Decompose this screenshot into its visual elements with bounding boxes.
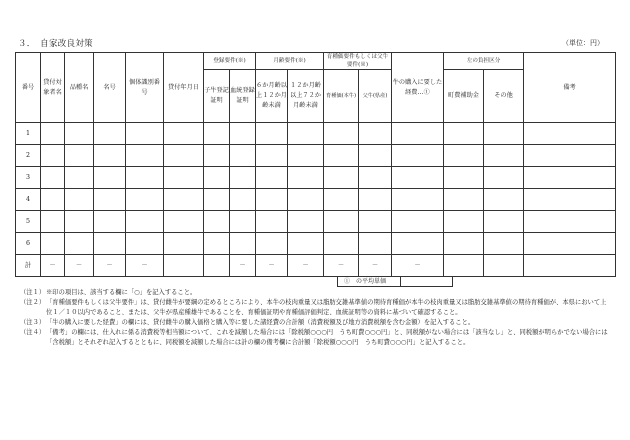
table-cell[interactable] xyxy=(256,167,288,189)
total-cell: － xyxy=(65,255,94,277)
total-cell: － xyxy=(256,255,288,277)
table-row xyxy=(16,189,616,211)
table-cell[interactable] xyxy=(359,211,392,233)
total-label: 計 xyxy=(16,255,41,277)
table-cell[interactable] xyxy=(41,211,65,233)
table-cell[interactable] xyxy=(324,233,359,255)
table-cell[interactable] xyxy=(484,167,524,189)
table-cell[interactable] xyxy=(65,211,94,233)
table-cell[interactable] xyxy=(288,189,324,211)
table-cell[interactable] xyxy=(256,211,288,233)
table-cell[interactable] xyxy=(204,123,230,145)
table-cell[interactable] xyxy=(164,145,204,167)
table-row xyxy=(16,145,616,167)
table-cell[interactable] xyxy=(359,145,392,167)
header-burden-group: 左の負担区分 xyxy=(444,53,524,70)
header-no: 番号 xyxy=(16,53,41,123)
total-cell: － xyxy=(230,255,256,277)
table-cell[interactable] xyxy=(324,145,359,167)
average-unit-price-box xyxy=(337,276,453,287)
table-cell[interactable] xyxy=(230,167,256,189)
table-cell[interactable] xyxy=(392,167,444,189)
table-cell[interactable] xyxy=(524,211,616,233)
table-cell[interactable] xyxy=(41,145,65,167)
note-label: （注４） xyxy=(20,329,46,336)
section-title: ３． 自家改良対策 xyxy=(18,39,93,49)
table-cell[interactable] xyxy=(359,167,392,189)
table-cell[interactable] xyxy=(484,145,524,167)
total-cell: － xyxy=(359,255,392,277)
header-loan-date: 貸付年月日 xyxy=(164,53,204,123)
total-cell: － xyxy=(392,255,444,277)
table-cell[interactable] xyxy=(288,233,324,255)
table-cell[interactable] xyxy=(256,233,288,255)
note-text: 「牛の購入に要した経費」の欄には、貸付雌牛の購入価格と購入等に要した諸経費の合計額（消費税額及び地方消費税額を含む金額）を記入すること。 xyxy=(46,319,475,326)
table-cell[interactable] xyxy=(484,211,524,233)
note-item xyxy=(20,318,610,328)
table-cell[interactable] xyxy=(94,123,126,145)
header-bull-value: 育種価(本牛) xyxy=(324,70,359,123)
table-cell[interactable] xyxy=(444,211,484,233)
table-row xyxy=(16,167,616,189)
table-cell[interactable] xyxy=(164,189,204,211)
table-cell[interactable] xyxy=(94,233,126,255)
header-registration-group: 登録要件(※) xyxy=(204,53,256,70)
table-cell[interactable] xyxy=(288,145,324,167)
table-cell[interactable] xyxy=(41,123,65,145)
unit-label: （単位：円） xyxy=(562,39,604,47)
note-item xyxy=(20,288,610,298)
notes xyxy=(20,288,610,348)
table-cell[interactable] xyxy=(94,211,126,233)
table-cell[interactable] xyxy=(484,189,524,211)
table-cell[interactable] xyxy=(524,167,616,189)
table-cell[interactable] xyxy=(444,167,484,189)
header-month-6: ６か月齢以上１２か月齢未満 xyxy=(256,70,288,123)
table-cell[interactable] xyxy=(126,233,164,255)
header-reg-calf: 子牛登記証明 xyxy=(204,70,230,123)
table-cell[interactable] xyxy=(392,189,444,211)
table-cell[interactable] xyxy=(126,167,164,189)
table-cell[interactable] xyxy=(94,189,126,211)
total-cell xyxy=(444,255,484,277)
header-id: 個体識別番号 xyxy=(126,53,164,123)
table-cell[interactable] xyxy=(392,233,444,255)
table-cell[interactable] xyxy=(94,167,126,189)
table-cell[interactable] xyxy=(204,189,230,211)
table-cell[interactable] xyxy=(359,189,392,211)
row-number: 6 xyxy=(16,233,41,255)
table-cell[interactable] xyxy=(484,233,524,255)
table-cell[interactable] xyxy=(359,123,392,145)
table-cell[interactable] xyxy=(164,211,204,233)
total-cell: － xyxy=(288,255,324,277)
table-row xyxy=(16,123,616,145)
header-breed: 品種名 xyxy=(65,53,94,123)
table-cell[interactable] xyxy=(324,189,359,211)
table-cell[interactable] xyxy=(392,211,444,233)
table-cell[interactable] xyxy=(41,189,65,211)
table-row xyxy=(16,233,616,255)
table-cell[interactable] xyxy=(359,233,392,255)
note-label: （注３） xyxy=(20,319,46,326)
table-cell[interactable] xyxy=(324,167,359,189)
table-cell[interactable] xyxy=(230,189,256,211)
note-item xyxy=(20,298,610,318)
row-number: 2 xyxy=(16,145,41,167)
header-owner: 貸付対象者名 xyxy=(41,53,65,123)
header-town-subsidy: 町費補助金 xyxy=(444,70,484,123)
total-cell xyxy=(484,255,524,277)
total-cell: － xyxy=(94,255,126,277)
table-row xyxy=(16,211,616,233)
table-cell[interactable] xyxy=(65,145,94,167)
records-table xyxy=(15,52,616,277)
table-cell[interactable] xyxy=(204,167,230,189)
table-cell[interactable] xyxy=(230,123,256,145)
table-cell[interactable] xyxy=(126,123,164,145)
table-cell[interactable] xyxy=(230,211,256,233)
total-cell xyxy=(204,255,230,277)
table-cell[interactable] xyxy=(444,123,484,145)
table-cell[interactable] xyxy=(65,167,94,189)
table-cell[interactable] xyxy=(256,123,288,145)
header-remarks: 備考 xyxy=(524,53,616,123)
table-cell[interactable] xyxy=(65,233,94,255)
table-cell[interactable] xyxy=(524,145,616,167)
row-number: 4 xyxy=(16,189,41,211)
table-cell[interactable] xyxy=(41,167,65,189)
total-cell xyxy=(524,255,616,277)
table-cell[interactable] xyxy=(126,145,164,167)
table-cell[interactable] xyxy=(324,123,359,145)
table-cell[interactable] xyxy=(164,123,204,145)
table-cell[interactable] xyxy=(444,233,484,255)
note-item xyxy=(20,328,610,348)
table-cell[interactable] xyxy=(164,167,204,189)
total-cell xyxy=(164,255,204,277)
total-cell: － xyxy=(324,255,359,277)
header-month-group: 月齢要件(※) xyxy=(256,53,324,70)
note-text: ※印の項目は、該当する欄に「○」を記入すること。 xyxy=(46,289,197,296)
note-label: （注１） xyxy=(20,289,46,296)
table-cell[interactable] xyxy=(392,123,444,145)
row-number: 1 xyxy=(16,123,41,145)
table-cell[interactable] xyxy=(65,189,94,211)
header-other: その他 xyxy=(484,70,524,123)
table-cell[interactable] xyxy=(204,233,230,255)
header-reg-blood: 血統登録証明 xyxy=(230,70,256,123)
table-cell[interactable] xyxy=(164,233,204,255)
total-cell: － xyxy=(41,255,65,277)
table-cell[interactable] xyxy=(288,211,324,233)
table-cell[interactable] xyxy=(392,145,444,167)
header-cost: 牛の購入に要した経費…① xyxy=(392,53,444,123)
note-text: 「備考」の欄には、仕入れに係る消費税等相当額について、これを減額した場合には「除税額○○○円 うち町費○○○円」と、同税額がない場合には「該当なし」と、同税額が明らかでない場合には「含税額」とそれぞれ記入するとともに、同税額を減額した場合には計の欄の備考欄に合計額「除税額○○○円 うち町費○○○円」と記入すること。 xyxy=(46,329,608,346)
table-cell[interactable] xyxy=(444,145,484,167)
table-cell[interactable] xyxy=(126,211,164,233)
table-cell[interactable] xyxy=(524,233,616,255)
header-name: 名号 xyxy=(94,53,126,123)
table-cell[interactable] xyxy=(65,123,94,145)
table-cell[interactable] xyxy=(484,123,524,145)
header-month-12: １２か月齢以上７２か月齢未満 xyxy=(288,70,324,123)
header-bull-group: 育種価要件もしくは父牛要件(※) xyxy=(324,53,392,70)
average-unit-price-label: ① の平均単価 xyxy=(344,278,387,285)
note-label: （注２） xyxy=(20,299,46,306)
table-cell[interactable] xyxy=(444,189,484,211)
table-cell[interactable] xyxy=(204,211,230,233)
table-cell[interactable] xyxy=(41,233,65,255)
row-number: 3 xyxy=(16,167,41,189)
average-unit-price-value[interactable] xyxy=(400,277,401,287)
table-cell[interactable] xyxy=(256,189,288,211)
total-cell: － xyxy=(126,255,164,277)
table-cell[interactable] xyxy=(324,211,359,233)
table-cell[interactable] xyxy=(204,145,230,167)
table-cell[interactable] xyxy=(524,189,616,211)
table-cell[interactable] xyxy=(288,167,324,189)
table-cell[interactable] xyxy=(94,145,126,167)
row-number: 5 xyxy=(16,211,41,233)
note-text: 「育種価要件もしくは父牛要件」は、貸付雌牛が要綱の定めるところにより、本牛の枝肉重量又は脂肪交雑基準値の期待育種価が本牛の枝肉重量又は脂肪交雑基準値の期待育種価が、本県において上位１／１０以内であること、または、父牛が県産種雄牛であることを、育種価証明や育種価評価判定、血統証明等の資料に基づいて確認すること。 xyxy=(46,299,607,316)
table-cell[interactable] xyxy=(524,123,616,145)
table-cell[interactable] xyxy=(256,145,288,167)
header-bull-father: 父牛(県産) xyxy=(359,70,392,123)
total-row xyxy=(16,255,616,277)
table-cell[interactable] xyxy=(230,145,256,167)
table-cell[interactable] xyxy=(230,233,256,255)
table-cell[interactable] xyxy=(126,189,164,211)
table-cell[interactable] xyxy=(288,123,324,145)
